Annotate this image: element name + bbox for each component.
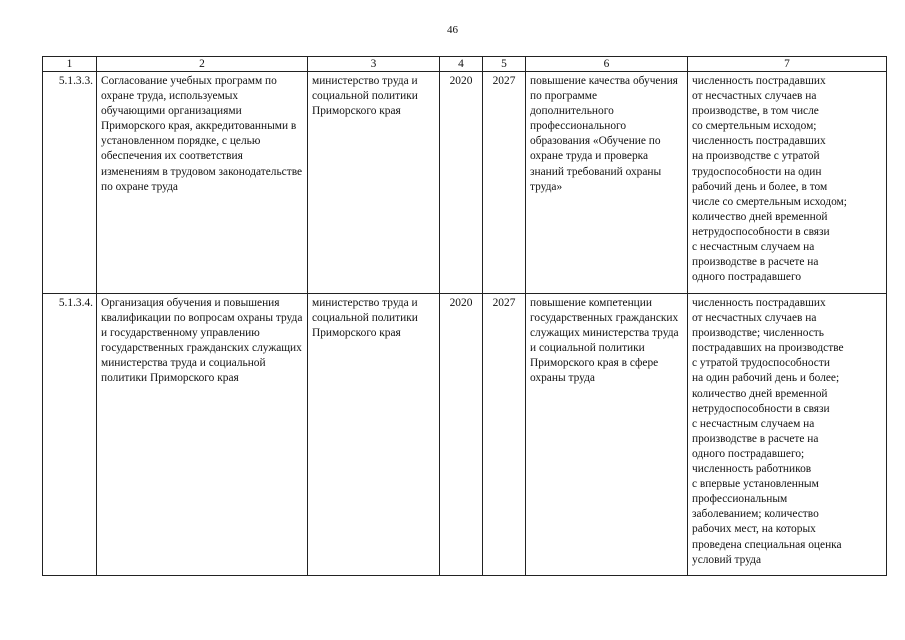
program-table [42, 56, 887, 576]
indicator-line: рабочих мест, на которых [692, 523, 816, 536]
indicator-line: численность пострадавших [692, 75, 826, 87]
row-responsible: министерство труда и социальной политики Приморского края [308, 72, 440, 294]
indicator-line: численность пострадавших [692, 297, 826, 309]
indicator-line: проведена специальная оценка [692, 538, 842, 551]
indicator-line: производстве, в том числе [692, 105, 819, 118]
column-header-6: 6 [526, 57, 688, 72]
indicator-line: на производстве с утратой [692, 150, 820, 163]
indicator-line: на один рабочий день и более; [692, 372, 840, 385]
row-end-year: 2027 [483, 72, 526, 294]
indicator-line: с несчастным случаем на [692, 241, 815, 254]
indicator-line: с впервые установленным [692, 478, 819, 491]
indicator-line: пострадавших на производстве [692, 342, 844, 355]
table-header-row [43, 57, 887, 72]
indicator-line: нетрудоспособности в связи [692, 225, 830, 238]
indicator-line: от несчастных случаев на [692, 90, 817, 103]
row-start-year: 2020 [440, 72, 483, 294]
indicator-line: профессиональным [692, 493, 788, 506]
row-responsible: министерство труда и социальной политики Приморского края [308, 294, 440, 576]
indicator-line: заболеванием; количество [692, 508, 819, 521]
row-indicators [688, 294, 887, 576]
column-header-4: 4 [440, 57, 483, 72]
indicator-line: одного пострадавшего [692, 271, 802, 284]
column-header-2: 2 [97, 57, 308, 72]
indicator-line: производстве в расчете на [692, 256, 819, 269]
indicator-line: трудоспособности на один [692, 165, 822, 178]
indicator-line: нетрудоспособности в связи [692, 402, 830, 415]
indicator-line: одного пострадавшего; [692, 447, 805, 460]
column-header-3: 3 [308, 57, 440, 72]
indicator-line: условий труда [692, 553, 762, 566]
indicator-line: производстве в расчете на [692, 432, 819, 445]
indicator-line: с несчастным случаем на [692, 417, 815, 430]
column-header-1: 1 [43, 57, 97, 72]
table-row [43, 72, 887, 294]
indicator-line: численность пострадавших [692, 135, 826, 148]
indicator-line: с утратой трудоспособности [692, 357, 830, 370]
indicator-line: числе со смертельным исходом; [692, 195, 847, 208]
row-code: 5.1.3.3. [43, 72, 97, 294]
page-number: 46 [447, 24, 458, 36]
row-result: повышение качества обучения по программе дополнительного профессионального образования «Обучение по охране труда и проверка знаний требований охраны труда» [526, 72, 688, 294]
table-row [43, 294, 887, 576]
indicator-line: рабочий день и более, в том [692, 180, 828, 193]
column-header-7: 7 [688, 57, 887, 72]
indicator-line: производстве; численность [692, 327, 824, 340]
row-result: повышение компетенции государственных гражданских служащих министерства труда и социальной политики Приморского края в сфере охраны труда [526, 294, 688, 576]
row-activity: Организация обучения и повышения квалификации по вопросам охраны труда и государственному управлению государственных гражданских служащих министерства труда и социальной политики Приморского края [97, 294, 308, 576]
row-start-year: 2020 [440, 294, 483, 576]
row-activity: Согласование учебных программ по охране труда, используемых обучающими организациями Приморского края, аккредитованными в установленном порядке, с целью обеспечения их соответствия изменениям в трудовом законодательстве по охране труда [97, 72, 308, 294]
indicator-line: со смертельным исходом; [692, 120, 817, 133]
row-end-year: 2027 [483, 294, 526, 576]
indicator-line: количество дней временной [692, 387, 828, 400]
row-indicators [688, 72, 887, 294]
column-header-5: 5 [483, 57, 526, 72]
indicator-line: численность работников [692, 463, 812, 476]
indicator-line: количество дней временной [692, 210, 828, 223]
indicator-line: от несчастных случаев на [692, 312, 817, 325]
row-code: 5.1.3.4. [43, 294, 97, 576]
